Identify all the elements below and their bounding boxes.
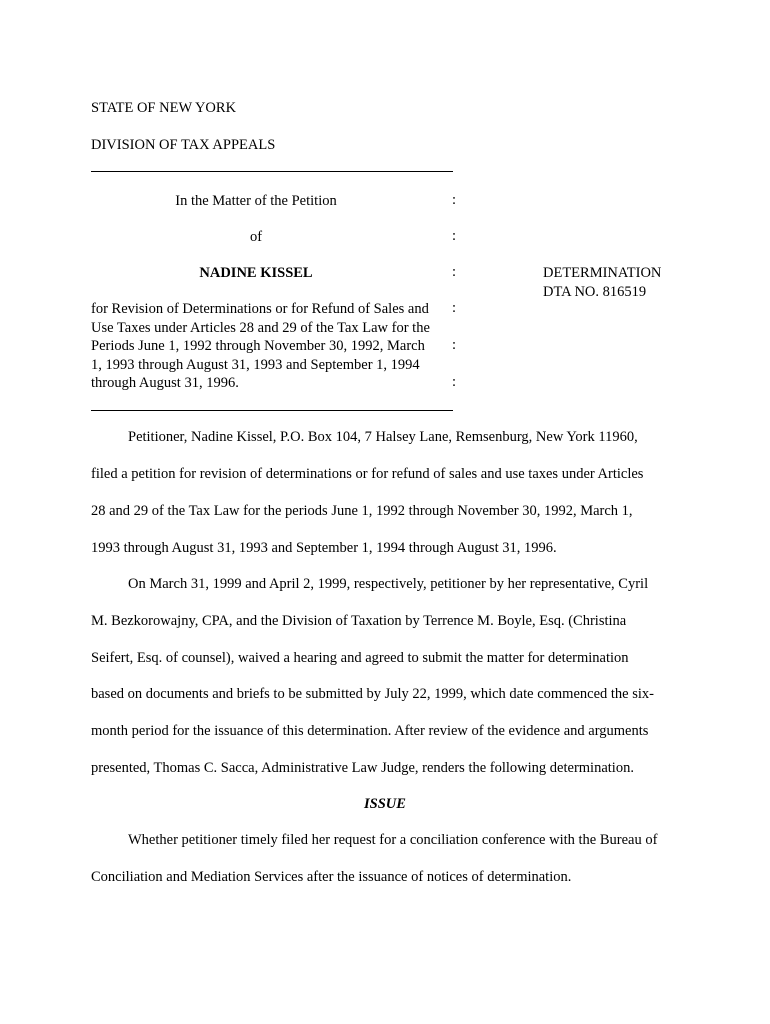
division-heading: DIVISION OF TAX APPEALS: [91, 137, 276, 153]
caption-purpose: [91, 300, 449, 393]
paragraph-line: M. Bezkorowajny, CPA, and the Division of Taxation by Terrence M. Boyle, Esq. (Christina: [91, 613, 627, 629]
caption-colon: :: [452, 228, 457, 244]
of-line: of: [249, 229, 263, 245]
paragraph-line: On March 31, 1999 and April 2, 1999, respectively, petitioner by her representative, Cyril: [128, 576, 649, 592]
issue-heading: ISSUE: [364, 796, 406, 812]
purpose-line: Use Taxes under Articles 28 and 29 of the Tax Law for the: [91, 319, 430, 336]
paragraph-line: Petitioner, Nadine Kissel, P.O. Box 104, 7 Halsey Lane, Remsenburg, New York 11960,: [128, 429, 638, 445]
issue-line: Conciliation and Mediation Services after the issuance of notices of determination.: [91, 869, 572, 885]
matter-line: In the Matter of the Petition: [175, 193, 337, 209]
dta-number: DTA NO. 816519: [543, 284, 647, 300]
determination-title: DETERMINATION: [543, 265, 662, 281]
paragraph-line: Seifert, Esq. of counsel), waived a hearing and agreed to submit the matter for determination: [91, 650, 629, 666]
paragraph-line: 1993 through August 31, 1993 and September 1, 1994 through August 31, 1996.: [91, 540, 557, 556]
paragraph-line: based on documents and briefs to be submitted by July 22, 1999, which date commenced the six-: [91, 686, 654, 702]
caption-top-rule: [91, 171, 453, 172]
petitioner-name: NADINE KISSEL: [199, 265, 313, 281]
purpose-line: through August 31, 1996.: [91, 375, 239, 391]
purpose-line: Periods June 1, 1992 through November 30, 1992, March: [91, 338, 425, 354]
caption-colon: :: [452, 192, 457, 208]
caption-colon: :: [452, 300, 457, 316]
purpose-line: 1, 1993 through August 31, 1993 and September 1, 1994: [91, 356, 420, 373]
purpose-line: for Revision of Determinations or for Refund of Sales and: [91, 301, 429, 317]
paragraph-line: presented, Thomas C. Sacca, Administrative Law Judge, renders the following determination.: [91, 760, 634, 776]
caption-colon: :: [452, 337, 457, 353]
paragraph-line: filed a petition for revision of determinations or for refund of sales and use taxes under Articles: [91, 466, 644, 482]
caption-bottom-rule: [91, 410, 453, 411]
caption-colon: :: [452, 374, 457, 390]
issue-line: Whether petitioner timely filed her request for a conciliation conference with the Bureau of: [128, 832, 658, 848]
caption-colon: :: [452, 264, 457, 280]
determination-block: [543, 264, 661, 302]
paragraph-line: month period for the issuance of this determination. After review of the evidence and arguments: [91, 723, 649, 739]
paragraph-line: 28 and 29 of the Tax Law for the periods June 1, 1992 through November 30, 1992, March 1,: [91, 503, 633, 519]
state-heading: STATE OF NEW YORK: [91, 100, 237, 116]
